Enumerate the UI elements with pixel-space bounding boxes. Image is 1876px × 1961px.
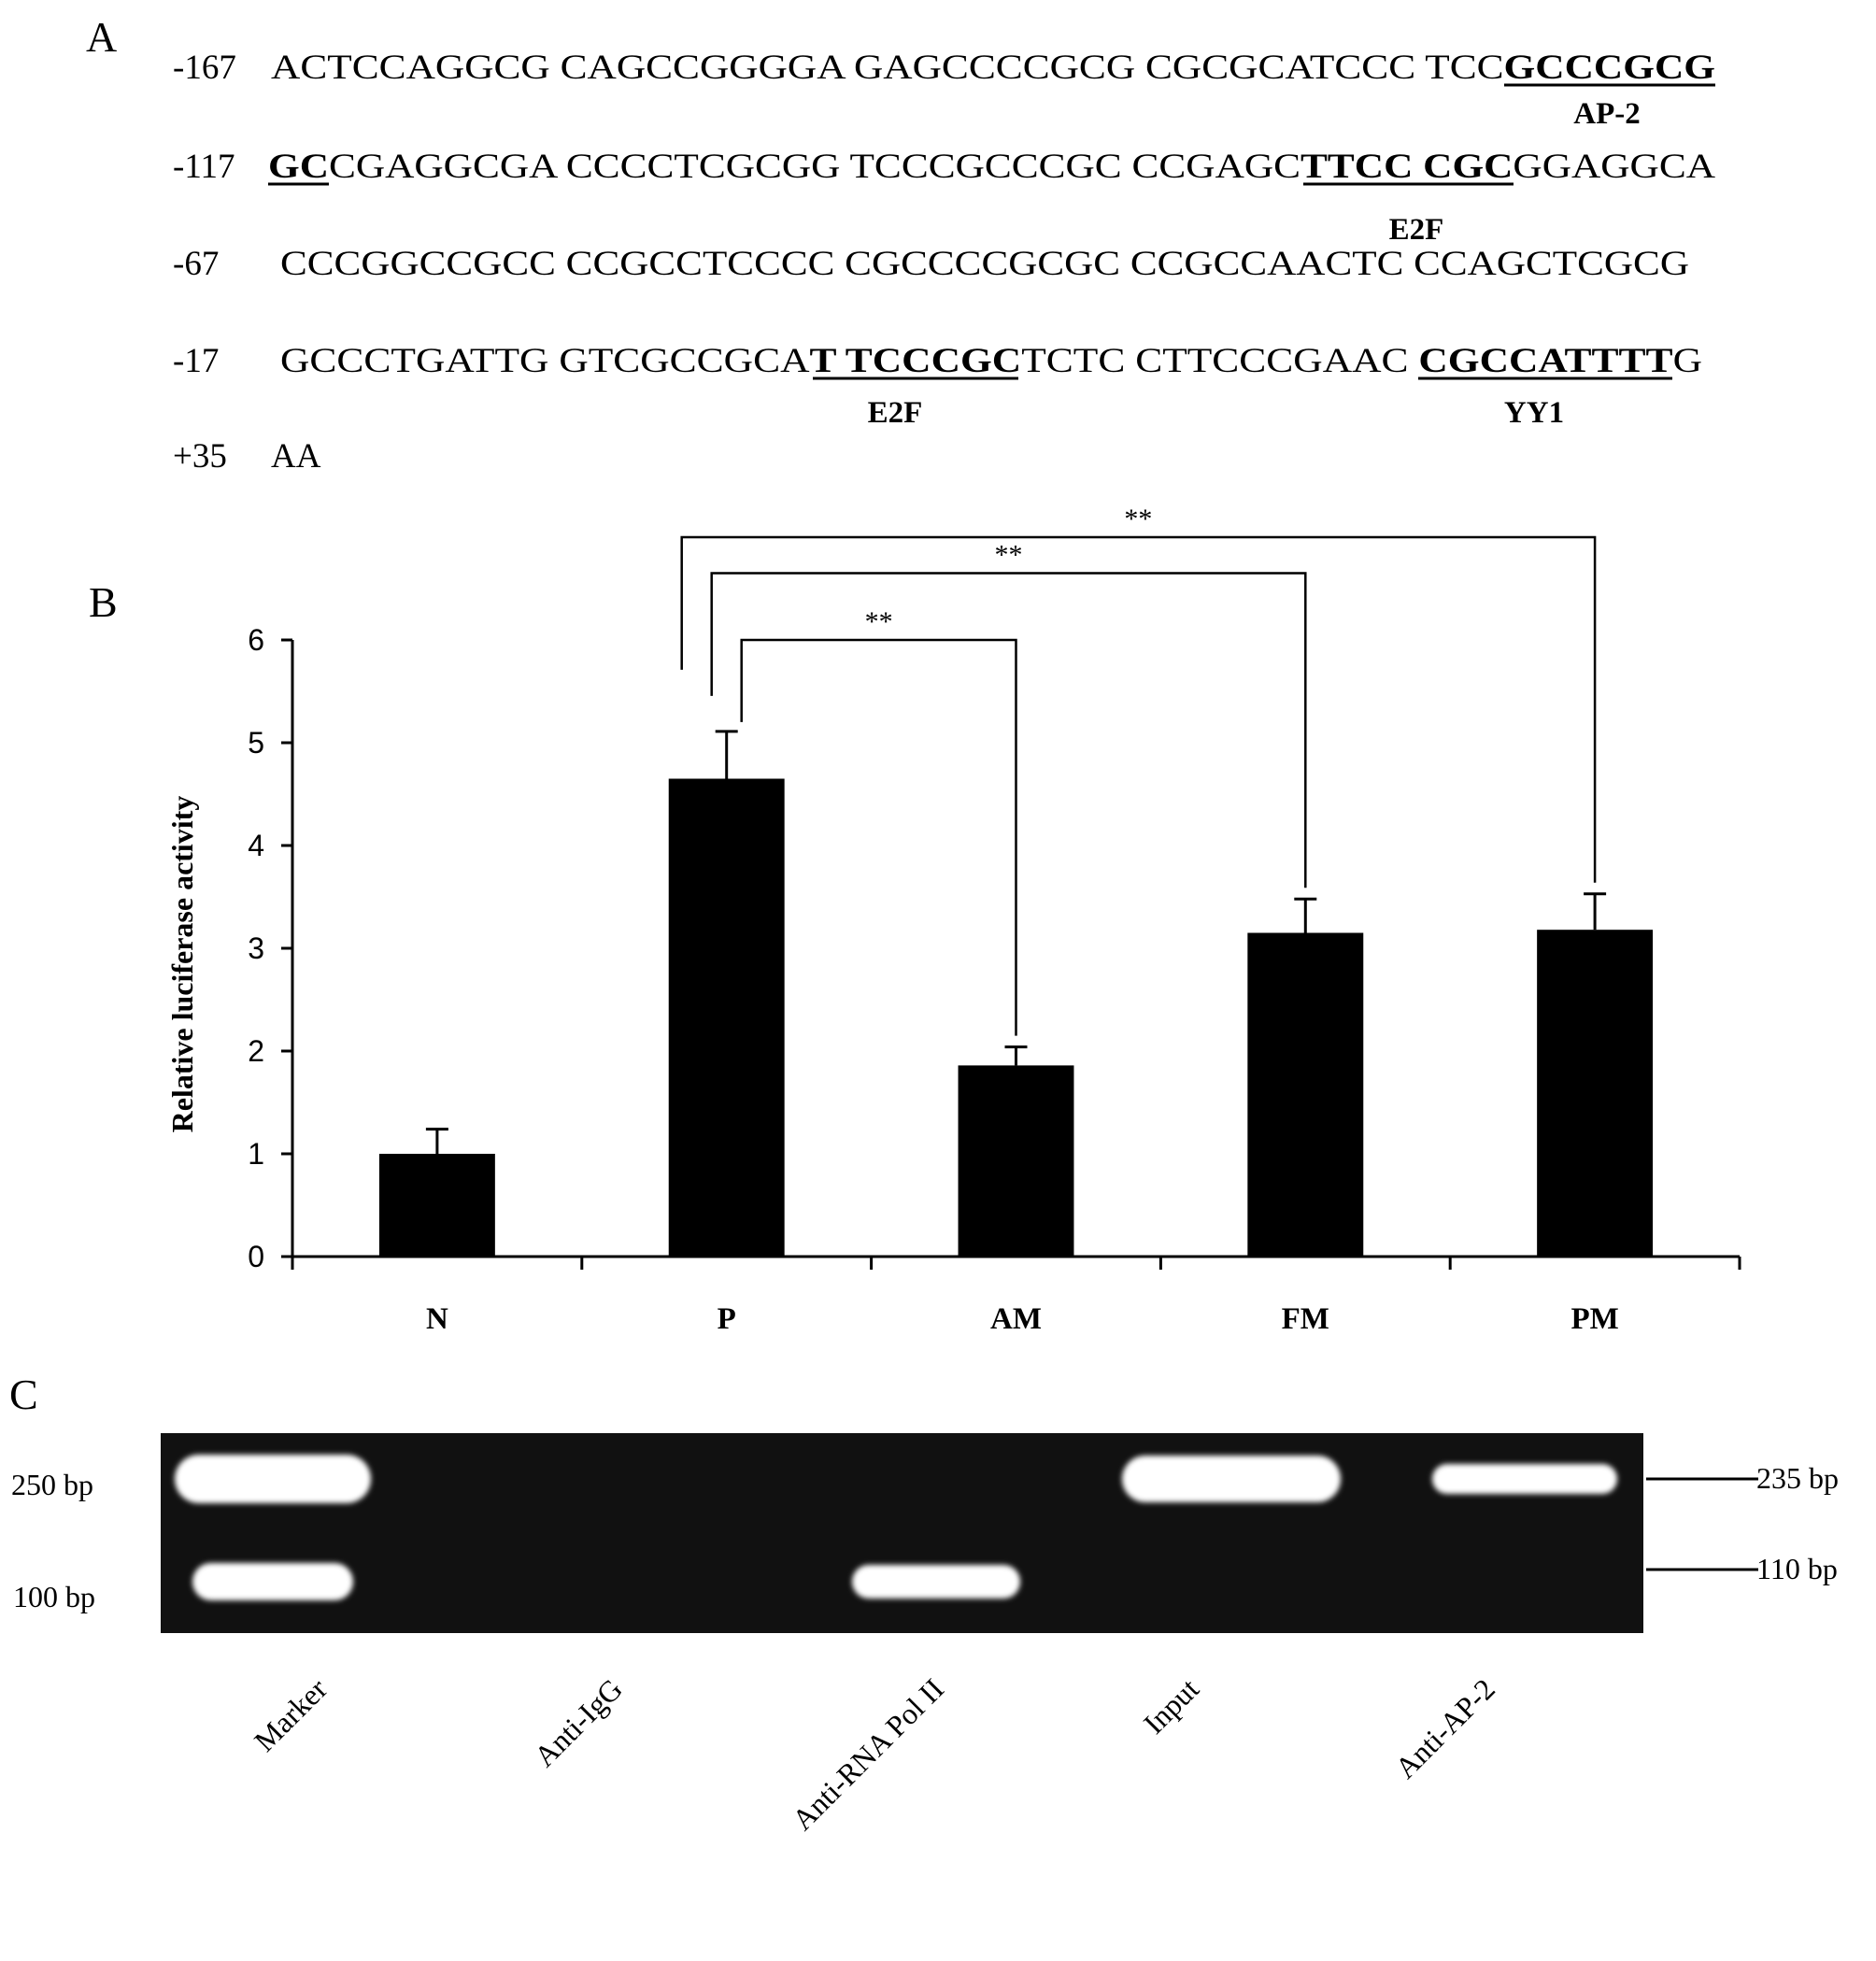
x-category-label: P xyxy=(717,1302,736,1336)
x-category-label: AM xyxy=(990,1302,1042,1336)
sequence-rows xyxy=(173,49,1715,476)
sequence-row xyxy=(173,342,1702,380)
binding-site-sequence: CGCCATTTT xyxy=(1418,342,1636,380)
x-category-label: N xyxy=(425,1302,448,1336)
row-sequence xyxy=(271,49,1715,87)
significance-label: ** xyxy=(864,606,893,637)
panel-label-c: C xyxy=(9,1371,38,1418)
sequence-segment: G xyxy=(1672,342,1698,380)
sequence-segment: GGAGGCA xyxy=(1513,148,1686,186)
row-sequence xyxy=(280,342,1702,380)
sequence-segment: CCCGGCCGCC CCGCCTCCCC CGCCCCGCGC CCGCCAACTC CCAGCTCGCG xyxy=(280,245,1689,283)
panel-label-b: B xyxy=(89,578,118,626)
significance-label: ** xyxy=(1124,504,1153,534)
y-tick-label: 6 xyxy=(248,623,264,657)
sequence-segment: ACTCCAGGCG CAGCCGGGGA GAGCCCCGCG CGCGCATCCC TCC xyxy=(271,49,1323,87)
lane-label: Input xyxy=(1136,1671,1205,1741)
row-sequence xyxy=(280,245,1689,283)
lane-label: Marker xyxy=(247,1671,334,1758)
row-position: -17 xyxy=(173,342,220,380)
y-axis-label: Relative luciferase activity xyxy=(165,795,199,1133)
panel-label-a: A xyxy=(86,13,118,61)
site-underlines xyxy=(268,85,1715,378)
marker-size-label: 100 bp xyxy=(13,1580,95,1613)
bar xyxy=(959,1065,1074,1257)
row-sequence xyxy=(268,148,1715,186)
sequence-row xyxy=(173,148,1715,186)
lane-labels xyxy=(248,1671,1501,1837)
x-category-label: PM xyxy=(1570,1302,1619,1336)
y-tick-label: 0 xyxy=(248,1240,264,1273)
y-tick-label: 2 xyxy=(248,1034,264,1068)
binding-site-sequence: TTCC CGC xyxy=(1300,148,1483,186)
sequence-row xyxy=(173,49,1715,87)
significance-bracket xyxy=(682,537,1595,883)
site-label-e2f: E2F xyxy=(1388,213,1444,247)
gel-band xyxy=(852,1565,1020,1599)
panel-b xyxy=(89,504,1740,1336)
gel-band xyxy=(175,1455,371,1503)
x-category-label: FM xyxy=(1281,1302,1329,1336)
significance-bracket xyxy=(712,574,1306,888)
lane-label: Anti-IgG xyxy=(527,1671,629,1773)
panel-c xyxy=(9,1371,1839,1837)
y-tick-label: 3 xyxy=(248,931,264,965)
sequence-segment: GCCCTGATTG GTCGCCGCA xyxy=(280,342,732,380)
gel-image xyxy=(161,1433,1643,1633)
bar-chart xyxy=(248,504,1740,1336)
row-position: -67 xyxy=(173,245,220,283)
binding-site-sequence: GC xyxy=(268,148,320,186)
bar xyxy=(669,779,785,1258)
gel-band xyxy=(192,1563,353,1600)
binding-site-sequence: GCCCGCG xyxy=(1503,49,1684,87)
row-position: +35 xyxy=(173,437,227,476)
sequence-row xyxy=(173,245,1689,283)
band-size-label: 110 bp xyxy=(1756,1552,1838,1585)
gel-band xyxy=(1432,1464,1617,1494)
bar xyxy=(1537,930,1653,1257)
row-position: -167 xyxy=(173,49,236,87)
site-label-ap2: AP-2 xyxy=(1573,97,1641,131)
bar xyxy=(379,1154,495,1257)
y-tick-label: 4 xyxy=(248,829,264,862)
gel-band xyxy=(1122,1456,1341,1502)
lane-label: Anti-AP-2 xyxy=(1387,1671,1501,1785)
sequence-segment: TCTC CTTCCCGAAC xyxy=(1021,342,1360,380)
bar xyxy=(1247,933,1363,1258)
row-position: -117 xyxy=(173,148,235,186)
sequence-segment: AA xyxy=(271,437,321,476)
site-label-e2f: E2F xyxy=(867,396,923,430)
band-size-label: 235 bp xyxy=(1756,1461,1839,1495)
y-tick-label: 1 xyxy=(248,1137,264,1171)
site-label-yy1: YY1 xyxy=(1503,396,1565,430)
sequence-segment: CGAGGCGA CCCCTCGCGG TCCCGCCCGC CCGAGC xyxy=(328,148,1159,186)
significance-label: ** xyxy=(994,539,1023,571)
binding-site-sequence: T TCCCGC xyxy=(809,342,990,380)
lane-label: Anti-RNA Pol II xyxy=(785,1671,950,1837)
sequence-row xyxy=(173,437,321,476)
marker-size-label: 250 bp xyxy=(11,1468,93,1501)
panel-a xyxy=(86,13,1715,476)
row-sequence xyxy=(271,437,321,476)
y-tick-label: 5 xyxy=(248,726,264,760)
